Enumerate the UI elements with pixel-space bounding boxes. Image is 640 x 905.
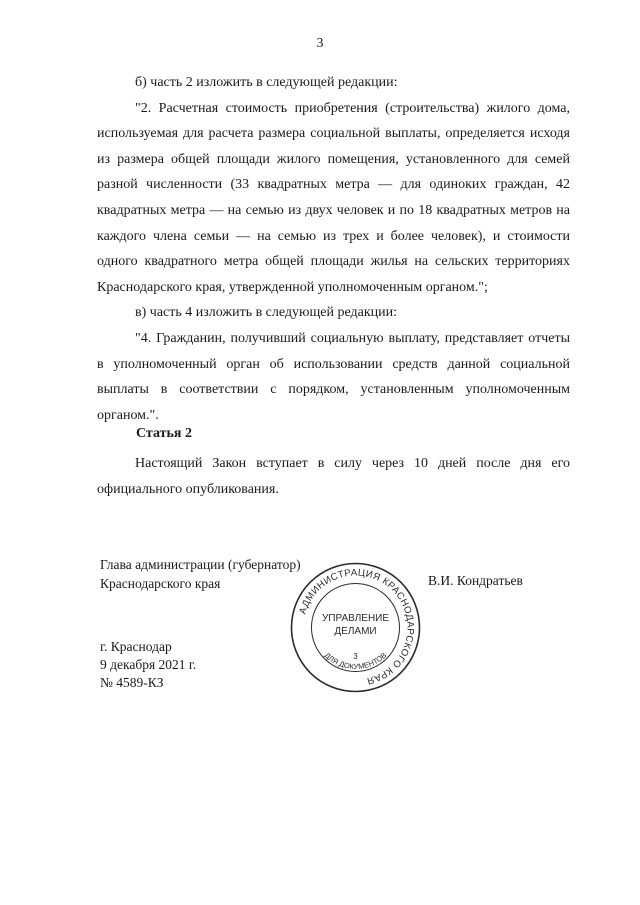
law-date: 9 декабря 2021 г.	[100, 657, 197, 672]
city: г. Краснодар	[100, 639, 172, 654]
stamp-ring-text: АДМИНИСТРАЦИЯ КРАСНОДАРСКОГО КРАЯ	[297, 567, 416, 687]
page-number: 3	[316, 36, 324, 51]
law-number: № 4589-КЗ	[100, 675, 164, 690]
place-date-block	[100, 638, 196, 692]
stamp-center-number: 3	[353, 652, 358, 661]
signatory-position	[100, 555, 301, 593]
paragraph-c: в) часть 4 изложить в следующей редакции:	[135, 305, 398, 321]
amendment-text	[97, 70, 570, 428]
paragraph-b: б) часть 2 изложить в следующей редакции:	[135, 75, 398, 90]
paragraph-part2: "2. Расчетная стоимость приобретения (строительства) жилого дома, используемая для расчета размера социальной выплаты, определяется исходя из размера общей площади жилого помещения, установленного для семей разной численности (33 квадратных метра — для одиноких граждан, 42 квадратных метра — на семью из двух человек и по 18 квадратных метров на каждого члена семьи — на семью из трех и более человек), и стоимости одного квадратного метра общей площади жилья на сельских территориях Краснодарского края, утвержденной уполномоченным органом.";	[97, 100, 570, 295]
paragraph-part4: "4. Гражданин, получивший социальную выплату, представляет отчеты в уполномоченный орган об использовании средств данной социальной выплаты в соответствии с порядком, установленным уполномоченным органом.".	[97, 330, 570, 423]
official-seal-stamp	[288, 560, 423, 695]
article-paragraph: Настоящий Закон вступает в силу через 10 дней после дня его официального опубликования.	[97, 456, 570, 497]
article-body	[97, 451, 570, 502]
signatory-name: В.И. Кондратьев	[428, 573, 523, 588]
stamp-bottom-text: ДЛЯ ДОКУМЕНТОВ	[322, 650, 389, 672]
article-heading: Статья 2	[136, 426, 192, 441]
signatory-position-line1: Глава администрации (губернатор)	[100, 557, 301, 572]
signatory-position-line2: Краснодарского края	[100, 576, 221, 591]
stamp-center-line2: ДЕЛАМИ	[334, 626, 377, 637]
stamp-center-line1: УПРАВЛЕНИЕ	[321, 613, 390, 624]
